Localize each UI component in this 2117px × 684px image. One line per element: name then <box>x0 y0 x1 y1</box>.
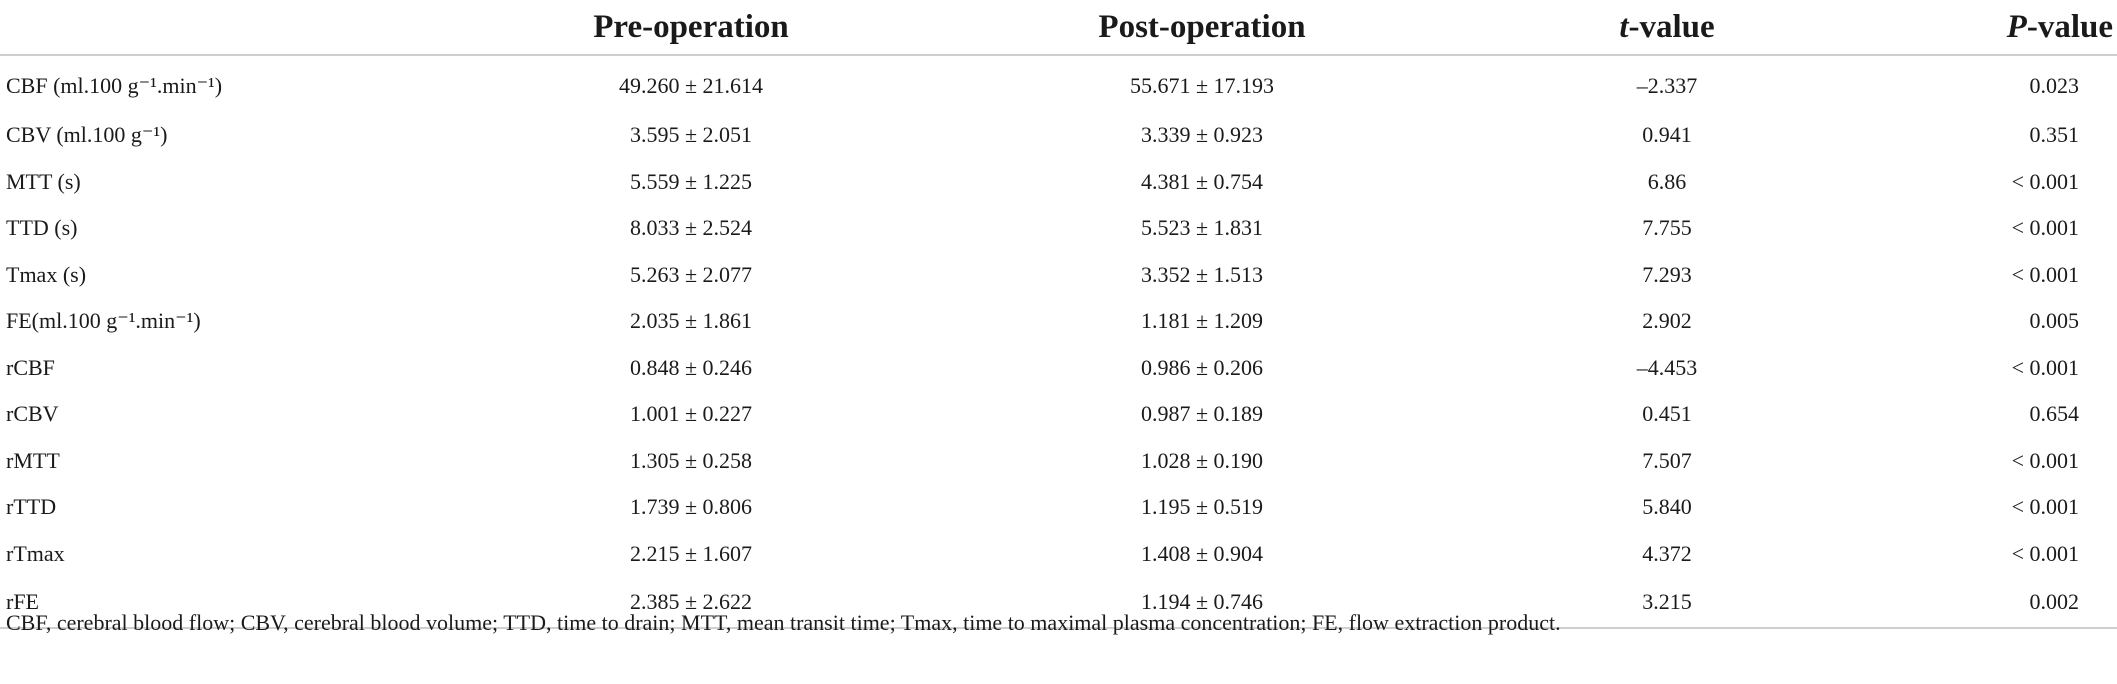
cell-pre-operation: 49.260 ± 21.614 <box>618 73 764 98</box>
table-body <box>0 55 2117 628</box>
cell-parameter: rTTD <box>6 494 57 520</box>
cell-p-value: 0.023 <box>2029 73 2079 98</box>
cell-post-operation: 1.195 ± 0.519 <box>1140 494 1264 520</box>
cell-pre-operation: 1.001 ± 0.227 <box>629 401 753 427</box>
cell-parameter: CBV (ml.100 g⁻¹) <box>6 122 168 148</box>
table-row <box>0 298 2117 345</box>
table-row <box>0 531 2117 578</box>
table-footnote: CBF, cerebral blood flow; CBV, cerebral blood volume; TTD, time to drain; MTT, mean transit time; Tmax, time to maximal plasma concentration; FE, flow extraction product. <box>6 610 1561 635</box>
cell-p-value: 0.654 <box>2029 401 2079 427</box>
cell-post-operation: 4.381 ± 0.754 <box>1140 168 1264 194</box>
header-t-symbol: t <box>1619 8 1629 45</box>
table-row <box>0 205 2117 252</box>
table-row <box>0 159 2117 206</box>
cell-p-value: < 0.001 <box>2011 261 2079 287</box>
table-row <box>0 391 2117 438</box>
cell-post-operation: 0.986 ± 0.206 <box>1140 354 1264 380</box>
cell-parameter: rTmax <box>6 540 65 566</box>
cell-parameter: rCBV <box>6 401 59 427</box>
cell-pre-operation: 1.739 ± 0.806 <box>629 494 753 520</box>
cell-post-operation: 3.339 ± 0.923 <box>1140 122 1264 148</box>
cell-t-value: 5.840 <box>1642 494 1692 520</box>
header-p-value <box>1852 0 2117 55</box>
table-header <box>0 0 2117 55</box>
cell-pre-operation: 2.215 ± 1.607 <box>629 540 753 566</box>
cell-pre-operation: 1.305 ± 0.258 <box>629 447 753 473</box>
cell-t-value: 0.941 <box>1642 122 1692 148</box>
cell-p-value: < 0.001 <box>2011 354 2079 380</box>
cell-p-value: < 0.001 <box>2011 540 2079 566</box>
cell-t-value: 3.215 <box>1482 577 1852 628</box>
cell-pre-operation: 5.559 ± 1.225 <box>629 168 753 194</box>
cell-t-value: –2.337 <box>1636 73 1698 98</box>
cell-parameter: FE(ml.100 g⁻¹.min⁻¹) <box>6 308 201 334</box>
cell-post-operation: 5.523 ± 1.831 <box>1140 215 1264 241</box>
cell-parameter: rFE <box>0 577 460 628</box>
header-row <box>0 0 2117 55</box>
cell-pre-operation: 8.033 ± 2.524 <box>629 215 753 241</box>
cell-post-operation: 0.987 ± 0.189 <box>1140 401 1264 427</box>
cell-p-value: < 0.001 <box>2011 494 2079 520</box>
cell-t-value: 2.902 <box>1642 308 1692 334</box>
cell-p-value: 0.002 <box>1852 577 2117 628</box>
cell-parameter: TTD (s) <box>6 215 78 241</box>
cell-post-operation: 1.028 ± 0.190 <box>1140 447 1264 473</box>
cell-p-value: < 0.001 <box>2011 215 2079 241</box>
cell-parameter: rMTT <box>6 447 60 473</box>
table-row <box>0 252 2117 299</box>
cell-pre-operation: 2.035 ± 1.861 <box>629 308 753 334</box>
cell-t-value: 7.507 <box>1642 447 1692 473</box>
header-t-suffix: -value <box>1628 8 1715 45</box>
cell-parameter: CBF (ml.100 g⁻¹.min⁻¹) <box>6 73 223 98</box>
cell-p-value: < 0.001 <box>2011 168 2079 194</box>
cell-post-operation: 3.352 ± 1.513 <box>1140 261 1264 287</box>
cell-post-operation: 1.194 ± 0.746 <box>922 577 1482 628</box>
cell-p-value: 0.005 <box>2029 308 2079 334</box>
header-p-suffix: -value <box>2026 8 2113 45</box>
table-row <box>0 438 2117 485</box>
cell-t-value: 4.372 <box>1642 540 1692 566</box>
cell-t-value: 6.86 <box>1647 168 1687 194</box>
cell-p-value: 0.351 <box>2029 122 2079 148</box>
header-parameter <box>0 0 460 55</box>
header-p-symbol: P <box>2006 8 2027 45</box>
cell-parameter: Tmax (s) <box>6 261 87 287</box>
cell-t-value: 0.451 <box>1642 401 1692 427</box>
header-t-value <box>1482 0 1852 55</box>
cell-parameter: MTT (s) <box>6 168 81 194</box>
cell-post-operation: 1.181 ± 1.209 <box>1140 308 1264 334</box>
cell-t-value: 7.755 <box>1642 215 1692 241</box>
header-pre-operation: Pre-operation <box>460 0 922 55</box>
cell-post-operation: 55.671 ± 17.193 <box>1129 73 1275 98</box>
cell-p-value: < 0.001 <box>2011 447 2079 473</box>
table-row <box>0 484 2117 531</box>
cell-parameter: rCBF <box>6 354 55 380</box>
table-row <box>0 345 2117 392</box>
table-row <box>0 55 2117 112</box>
cell-pre-operation: 5.263 ± 2.077 <box>629 261 753 287</box>
cell-pre-operation: 0.848 ± 0.246 <box>629 354 753 380</box>
cell-pre-operation: 2.385 ± 2.622 <box>460 577 922 628</box>
cell-t-value: –4.453 <box>1636 354 1698 380</box>
cell-post-operation: 1.408 ± 0.904 <box>1140 540 1264 566</box>
cell-t-value: 7.293 <box>1642 261 1692 287</box>
cell-pre-operation: 3.595 ± 2.051 <box>629 122 753 148</box>
table-row <box>0 112 2117 159</box>
header-post-operation: Post-operation <box>922 0 1482 55</box>
